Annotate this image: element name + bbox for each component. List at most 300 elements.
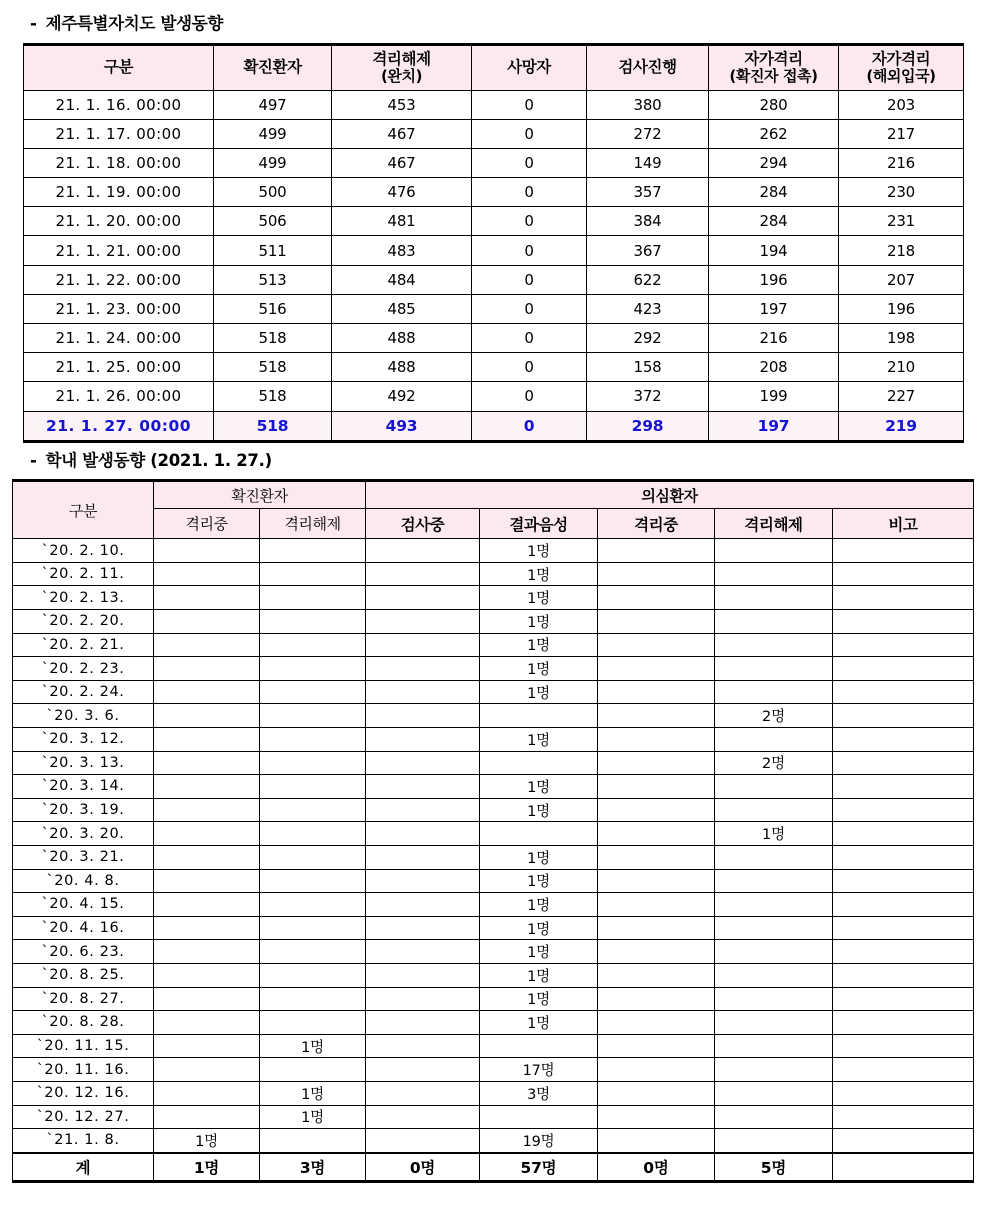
campus-cell-suspected-negative: 19명 [480, 1129, 598, 1153]
jeju-cell-date: 21. 1. 26. 00:00 [24, 382, 214, 411]
campus-cell-remark [832, 1011, 973, 1035]
jeju-cell-quarantine-contact: 280 [709, 90, 839, 119]
jeju-col-released [332, 44, 472, 90]
campus-cell-suspected-released [714, 728, 832, 752]
jeju-cell-testing: 158 [587, 353, 709, 382]
campus-cell-confirmed-isolating [154, 680, 260, 704]
jeju-col-testing: 검사진행 [587, 44, 709, 90]
campus-cell-suspected-released [714, 963, 832, 987]
campus-cell-date: `20. 4. 8. [13, 869, 154, 893]
jeju-cell-confirmed: 497 [214, 90, 332, 119]
campus-trend-table [12, 479, 974, 1182]
jeju-cell-date: 21. 1. 24. 00:00 [24, 324, 214, 353]
campus-cell-suspected-released [714, 1081, 832, 1105]
jeju-cell-released: 488 [332, 353, 472, 382]
jeju-cell-released: 493 [332, 411, 472, 441]
campus-cell-suspected-released [714, 1034, 832, 1058]
jeju-cell-confirmed: 518 [214, 382, 332, 411]
table-row [24, 236, 964, 265]
campus-title-text: 학내 발생동향 (2021. 1. 27.) [45, 450, 272, 470]
campus-cell-suspected-isolating [598, 751, 715, 775]
campus-cell-suspected-isolating [598, 1105, 715, 1129]
jeju-cell-quarantine-overseas: 218 [839, 236, 964, 265]
campus-cell-suspected-isolating [598, 940, 715, 964]
campus-cell-confirmed-isolating [154, 869, 260, 893]
campus-cell-suspected-released [714, 869, 832, 893]
jeju-cell-quarantine-contact: 199 [709, 382, 839, 411]
campus-cell-suspected-testing [366, 963, 480, 987]
campus-cell-suspected-released [714, 680, 832, 704]
campus-cell-suspected-negative [480, 1105, 598, 1129]
table-row [13, 657, 974, 681]
jeju-col-qcontact-main: 자가격리 [744, 50, 803, 69]
jeju-cell-testing: 367 [587, 236, 709, 265]
campus-cell-remark [832, 539, 973, 563]
campus-cell-date: `20. 2. 21. [13, 633, 154, 657]
campus-cell-suspected-negative: 1명 [480, 728, 598, 752]
campus-cell-date: `20. 2. 11. [13, 562, 154, 586]
campus-cell-suspected-isolating [598, 987, 715, 1011]
campus-cell-remark [832, 680, 973, 704]
campus-cell-suspected-negative: 3명 [480, 1081, 598, 1105]
campus-cell-suspected-negative: 1명 [480, 869, 598, 893]
campus-cell-confirmed-isolating [154, 845, 260, 869]
campus-cell-suspected-released [714, 798, 832, 822]
campus-cell-remark [832, 893, 973, 917]
campus-cell-confirmed-isolating [154, 1058, 260, 1082]
campus-cell-remark [832, 916, 973, 940]
table-row [13, 680, 974, 704]
campus-cell-date: `21. 1. 8. [13, 1129, 154, 1153]
campus-cell-confirmed-released [260, 822, 366, 846]
campus-cell-confirmed-isolating [154, 1034, 260, 1058]
campus-cell-confirmed-isolating [154, 940, 260, 964]
campus-cell-suspected-released: 2명 [714, 704, 832, 728]
jeju-cell-released: 492 [332, 382, 472, 411]
campus-total-suspected-testing: 0명 [366, 1153, 480, 1182]
campus-cell-suspected-negative: 17명 [480, 1058, 598, 1082]
jeju-title-spacer [0, 33, 986, 43]
campus-cell-suspected-testing [366, 1034, 480, 1058]
table-row [24, 353, 964, 382]
campus-cell-suspected-isolating [598, 869, 715, 893]
campus-cell-suspected-released [714, 562, 832, 586]
table-row [24, 119, 964, 148]
table-row [13, 1058, 974, 1082]
jeju-col-quarantine-contact [709, 44, 839, 90]
campus-header-row-1 [13, 481, 974, 509]
campus-cell-suspected-negative: 1명 [480, 1011, 598, 1035]
campus-col-gubun: 구분 [13, 481, 154, 539]
campus-cell-suspected-released [714, 893, 832, 917]
campus-cell-suspected-released [714, 586, 832, 610]
campus-cell-confirmed-isolating [154, 1011, 260, 1035]
jeju-cell-testing: 357 [587, 178, 709, 207]
campus-total-remark [832, 1153, 973, 1182]
campus-cell-suspected-negative: 1명 [480, 586, 598, 610]
campus-cell-remark [832, 704, 973, 728]
campus-cell-suspected-isolating [598, 586, 715, 610]
jeju-cell-deaths: 0 [472, 148, 587, 177]
table-row [24, 324, 964, 353]
campus-cell-suspected-released [714, 539, 832, 563]
jeju-cell-testing: 149 [587, 148, 709, 177]
campus-cell-date: `20. 3. 13. [13, 751, 154, 775]
jeju-cell-date: 21. 1. 21. 00:00 [24, 236, 214, 265]
campus-cell-suspected-isolating [598, 916, 715, 940]
jeju-cell-testing: 423 [587, 294, 709, 323]
campus-cell-suspected-released [714, 845, 832, 869]
campus-cell-confirmed-released [260, 633, 366, 657]
campus-cell-suspected-released [714, 657, 832, 681]
jeju-title-dash: - [30, 14, 37, 33]
campus-total-suspected-released: 5명 [714, 1153, 832, 1182]
campus-cell-suspected-negative: 1명 [480, 845, 598, 869]
campus-cell-remark [832, 586, 973, 610]
jeju-cell-date: 21. 1. 19. 00:00 [24, 178, 214, 207]
campus-cell-remark [832, 845, 973, 869]
jeju-cell-date: 21. 1. 23. 00:00 [24, 294, 214, 323]
campus-cell-date: `20. 2. 23. [13, 657, 154, 681]
campus-cell-confirmed-isolating [154, 728, 260, 752]
campus-cell-suspected-isolating [598, 633, 715, 657]
campus-cell-suspected-released: 1명 [714, 822, 832, 846]
campus-title-dash: - [30, 450, 37, 470]
jeju-cell-confirmed: 499 [214, 119, 332, 148]
campus-cell-suspected-negative: 1명 [480, 657, 598, 681]
jeju-section-title [0, 16, 986, 33]
jeju-cell-quarantine-overseas: 216 [839, 148, 964, 177]
campus-col-suspected-testing: 검사중 [366, 509, 480, 539]
campus-cell-remark [832, 1081, 973, 1105]
campus-cell-suspected-negative: 1명 [480, 633, 598, 657]
campus-cell-suspected-isolating [598, 657, 715, 681]
jeju-cell-confirmed: 516 [214, 294, 332, 323]
campus-cell-remark [832, 728, 973, 752]
campus-cell-date: `20. 4. 15. [13, 893, 154, 917]
campus-cell-confirmed-isolating [154, 916, 260, 940]
campus-cell-remark [832, 987, 973, 1011]
campus-cell-confirmed-released [260, 869, 366, 893]
campus-cell-suspected-testing [366, 798, 480, 822]
campus-cell-confirmed-released [260, 987, 366, 1011]
jeju-cell-date: 21. 1. 16. 00:00 [24, 90, 214, 119]
jeju-cell-released: 488 [332, 324, 472, 353]
campus-cell-confirmed-released [260, 751, 366, 775]
campus-cell-suspected-testing [366, 704, 480, 728]
campus-group-suspected: 의심환자 [366, 481, 974, 509]
jeju-cell-quarantine-overseas: 203 [839, 90, 964, 119]
campus-cell-suspected-testing [366, 562, 480, 586]
campus-cell-remark [832, 775, 973, 799]
campus-cell-suspected-testing [366, 680, 480, 704]
campus-cell-confirmed-isolating [154, 657, 260, 681]
campus-cell-date: `20. 11. 15. [13, 1034, 154, 1058]
campus-cell-suspected-testing [366, 869, 480, 893]
campus-cell-confirmed-isolating [154, 751, 260, 775]
campus-cell-suspected-testing [366, 610, 480, 634]
campus-cell-confirmed-isolating [154, 1105, 260, 1129]
campus-cell-date: `20. 3. 6. [13, 704, 154, 728]
campus-cell-suspected-testing [366, 728, 480, 752]
campus-cell-date: `20. 12. 27. [13, 1105, 154, 1129]
campus-cell-confirmed-isolating [154, 775, 260, 799]
campus-cell-confirmed-released [260, 1011, 366, 1035]
campus-cell-confirmed-isolating [154, 987, 260, 1011]
jeju-cell-released: 467 [332, 119, 472, 148]
campus-cell-confirmed-isolating: 1명 [154, 1129, 260, 1153]
table-row [13, 869, 974, 893]
campus-cell-suspected-isolating [598, 1011, 715, 1035]
jeju-table-body [24, 90, 964, 441]
campus-cell-suspected-negative [480, 1034, 598, 1058]
campus-cell-suspected-released [714, 633, 832, 657]
table-row [24, 411, 964, 441]
jeju-cell-confirmed: 506 [214, 207, 332, 236]
campus-cell-suspected-negative: 1명 [480, 539, 598, 563]
jeju-cell-deaths: 0 [472, 411, 587, 441]
jeju-col-qcontact-sub: (확진자 접촉) [729, 66, 818, 85]
table-row [13, 1081, 974, 1105]
campus-cell-suspected-isolating [598, 704, 715, 728]
jeju-cell-confirmed: 518 [214, 353, 332, 382]
campus-cell-suspected-testing [366, 845, 480, 869]
campus-cell-suspected-negative: 1명 [480, 940, 598, 964]
jeju-cell-deaths: 0 [472, 236, 587, 265]
campus-cell-suspected-testing [366, 987, 480, 1011]
jeju-cell-deaths: 0 [472, 119, 587, 148]
campus-cell-suspected-negative [480, 822, 598, 846]
campus-cell-date: `20. 3. 14. [13, 775, 154, 799]
jeju-cell-confirmed: 500 [214, 178, 332, 207]
campus-cell-confirmed-released: 1명 [260, 1034, 366, 1058]
campus-cell-suspected-isolating [598, 893, 715, 917]
jeju-cell-quarantine-contact: 262 [709, 119, 839, 148]
campus-col-confirmed-released: 격리해제 [260, 509, 366, 539]
jeju-cell-confirmed: 511 [214, 236, 332, 265]
table-row [13, 1011, 974, 1035]
jeju-cell-released: 485 [332, 294, 472, 323]
campus-cell-suspected-isolating [598, 1129, 715, 1153]
campus-cell-confirmed-released [260, 704, 366, 728]
table-row [13, 704, 974, 728]
table-row [24, 207, 964, 236]
campus-cell-suspected-testing [366, 633, 480, 657]
jeju-cell-quarantine-contact: 196 [709, 265, 839, 294]
campus-cell-confirmed-isolating [154, 963, 260, 987]
campus-col-suspected-negative: 결과음성 [480, 509, 598, 539]
campus-cell-remark [832, 940, 973, 964]
campus-cell-confirmed-released [260, 798, 366, 822]
jeju-cell-date: 21. 1. 25. 00:00 [24, 353, 214, 382]
campus-cell-confirmed-released [260, 562, 366, 586]
campus-cell-suspected-isolating [598, 539, 715, 563]
campus-cell-remark [832, 657, 973, 681]
campus-cell-date: `20. 11. 16. [13, 1058, 154, 1082]
table-row [13, 775, 974, 799]
campus-cell-suspected-released [714, 1058, 832, 1082]
jeju-col-confirmed: 확진환자 [214, 44, 332, 90]
campus-cell-confirmed-released [260, 893, 366, 917]
campus-cell-remark [832, 963, 973, 987]
table-row [13, 539, 974, 563]
campus-total-confirmed-isolating: 1명 [154, 1153, 260, 1182]
campus-cell-suspected-testing [366, 940, 480, 964]
campus-cell-suspected-isolating [598, 562, 715, 586]
campus-cell-date: `20. 3. 21. [13, 845, 154, 869]
jeju-cell-quarantine-contact: 284 [709, 207, 839, 236]
campus-cell-confirmed-released [260, 1058, 366, 1082]
campus-cell-remark [832, 1129, 973, 1153]
campus-cell-suspected-testing [366, 916, 480, 940]
jeju-table-head [24, 44, 964, 90]
campus-cell-suspected-isolating [598, 1034, 715, 1058]
campus-cell-suspected-testing [366, 822, 480, 846]
campus-cell-suspected-testing [366, 751, 480, 775]
campus-cell-remark [832, 822, 973, 846]
campus-cell-remark [832, 798, 973, 822]
table-row [13, 893, 974, 917]
jeju-cell-testing: 380 [587, 90, 709, 119]
campus-cell-date: `20. 4. 16. [13, 916, 154, 940]
campus-cell-confirmed-released [260, 1129, 366, 1153]
jeju-col-deaths: 사망자 [472, 44, 587, 90]
campus-cell-suspected-negative: 1명 [480, 798, 598, 822]
campus-cell-confirmed-isolating [154, 610, 260, 634]
campus-cell-confirmed-isolating [154, 798, 260, 822]
jeju-cell-quarantine-overseas: 210 [839, 353, 964, 382]
campus-cell-suspected-negative: 1명 [480, 775, 598, 799]
jeju-cell-quarantine-overseas: 219 [839, 411, 964, 441]
table-row [24, 178, 964, 207]
campus-cell-remark [832, 869, 973, 893]
campus-cell-remark [832, 1105, 973, 1129]
jeju-cell-deaths: 0 [472, 353, 587, 382]
jeju-cell-quarantine-contact: 294 [709, 148, 839, 177]
campus-cell-remark [832, 1034, 973, 1058]
jeju-col-qoverseas-main: 자가격리 [871, 50, 931, 69]
campus-cell-suspected-isolating [598, 610, 715, 634]
table-row [13, 987, 974, 1011]
campus-cell-date: `20. 6. 23. [13, 940, 154, 964]
jeju-cell-confirmed: 513 [214, 265, 332, 294]
campus-col-suspected-released: 격리해제 [714, 509, 832, 539]
campus-cell-remark [832, 1058, 973, 1082]
jeju-cell-quarantine-overseas: 231 [839, 207, 964, 236]
jeju-col-quarantine-overseas [839, 44, 964, 90]
campus-cell-suspected-isolating [598, 1058, 715, 1082]
jeju-cell-testing: 292 [587, 324, 709, 353]
jeju-cell-quarantine-overseas: 207 [839, 265, 964, 294]
campus-total-label: 계 [13, 1153, 154, 1182]
campus-cell-confirmed-isolating [154, 704, 260, 728]
jeju-col-qoverseas-sub: (해외입국) [866, 66, 936, 85]
campus-cell-confirmed-isolating [154, 633, 260, 657]
campus-cell-suspected-negative: 1명 [480, 963, 598, 987]
jeju-cell-quarantine-contact: 208 [709, 353, 839, 382]
table-row [13, 822, 974, 846]
jeju-cell-confirmed: 518 [214, 411, 332, 441]
campus-cell-confirmed-released: 1명 [260, 1081, 366, 1105]
campus-cell-suspected-testing [366, 1081, 480, 1105]
table-row [13, 751, 974, 775]
table-row [13, 562, 974, 586]
campus-cell-suspected-released [714, 610, 832, 634]
campus-cell-confirmed-released [260, 610, 366, 634]
campus-cell-date: `20. 3. 20. [13, 822, 154, 846]
campus-cell-confirmed-isolating [154, 586, 260, 610]
jeju-cell-deaths: 0 [472, 90, 587, 119]
campus-cell-date: `20. 2. 24. [13, 680, 154, 704]
jeju-col-released-sub: (완치) [380, 66, 423, 85]
campus-cell-confirmed-released [260, 539, 366, 563]
campus-total-row [13, 1153, 974, 1182]
table-row [24, 382, 964, 411]
campus-title-spacer [0, 469, 986, 479]
jeju-cell-deaths: 0 [472, 265, 587, 294]
campus-table-head [13, 481, 974, 539]
jeju-cell-testing: 384 [587, 207, 709, 236]
campus-cell-suspected-testing [366, 1011, 480, 1035]
campus-cell-suspected-released [714, 775, 832, 799]
table-row [13, 586, 974, 610]
campus-cell-suspected-isolating [598, 775, 715, 799]
jeju-cell-deaths: 0 [472, 324, 587, 353]
jeju-cell-deaths: 0 [472, 207, 587, 236]
jeju-cell-testing: 622 [587, 265, 709, 294]
campus-cell-suspected-testing [366, 893, 480, 917]
jeju-cell-date: 21. 1. 20. 00:00 [24, 207, 214, 236]
jeju-cell-quarantine-contact: 197 [709, 411, 839, 441]
campus-cell-suspected-testing [366, 775, 480, 799]
campus-cell-date: `20. 8. 25. [13, 963, 154, 987]
campus-cell-remark [832, 633, 973, 657]
jeju-cell-confirmed: 518 [214, 324, 332, 353]
campus-cell-confirmed-isolating [154, 539, 260, 563]
campus-cell-remark [832, 562, 973, 586]
campus-cell-confirmed-released: 1명 [260, 1105, 366, 1129]
campus-cell-confirmed-released [260, 728, 366, 752]
campus-cell-suspected-isolating [598, 822, 715, 846]
campus-cell-suspected-isolating [598, 963, 715, 987]
campus-cell-suspected-released [714, 1011, 832, 1035]
jeju-col-gubun: 구분 [24, 44, 214, 90]
campus-cell-date: `20. 12. 16. [13, 1081, 154, 1105]
campus-cell-confirmed-released [260, 775, 366, 799]
campus-cell-confirmed-released [260, 916, 366, 940]
jeju-cell-released: 453 [332, 90, 472, 119]
jeju-cell-released: 483 [332, 236, 472, 265]
campus-cell-suspected-isolating [598, 680, 715, 704]
campus-cell-date: `20. 3. 12. [13, 728, 154, 752]
campus-cell-suspected-released: 2명 [714, 751, 832, 775]
table-row [13, 633, 974, 657]
jeju-cell-quarantine-contact: 194 [709, 236, 839, 265]
campus-cell-suspected-isolating [598, 1081, 715, 1105]
jeju-cell-date: 21. 1. 27. 00:00 [24, 411, 214, 441]
jeju-cell-deaths: 0 [472, 294, 587, 323]
campus-cell-date: `20. 8. 28. [13, 1011, 154, 1035]
campus-cell-suspected-negative: 1명 [480, 893, 598, 917]
jeju-header-row [24, 44, 964, 90]
campus-cell-suspected-released [714, 916, 832, 940]
jeju-cell-quarantine-overseas: 217 [839, 119, 964, 148]
campus-cell-suspected-testing [366, 657, 480, 681]
jeju-cell-quarantine-overseas: 198 [839, 324, 964, 353]
table-row [13, 916, 974, 940]
jeju-cell-date: 21. 1. 18. 00:00 [24, 148, 214, 177]
campus-cell-suspected-isolating [598, 845, 715, 869]
